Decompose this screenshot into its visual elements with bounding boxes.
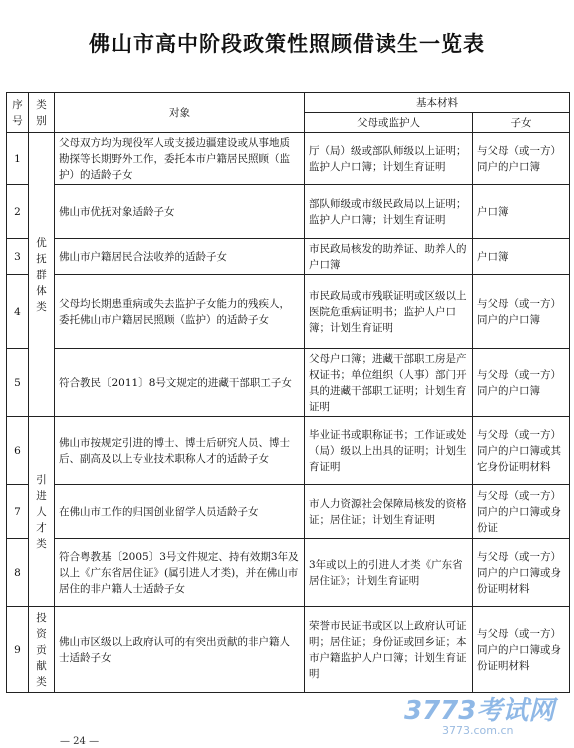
row-parent-materials: 厅（局）级或部队师级以上证明；监护人户口簿；计划生育证明	[305, 133, 473, 185]
row-child-materials: 户口簿	[473, 239, 570, 275]
row-child-materials: 与父母（或一方）同户的户口簿	[473, 275, 570, 349]
category-touzi: 投资贡献类	[29, 607, 55, 693]
table-row	[7, 133, 570, 185]
row-number: 6	[7, 417, 29, 485]
row-number: 5	[7, 349, 29, 417]
table-row	[7, 485, 570, 539]
table-row	[7, 417, 570, 485]
row-child-materials: 与父母（或一方）同户的户口簿	[473, 133, 570, 185]
category-yinjin: 引进人才类	[29, 417, 55, 607]
header-child: 子女	[473, 113, 570, 133]
table-row	[7, 607, 570, 693]
row-parent-materials: 市人力资源社会保障局核发的资格证；居住证；计划生育证明	[305, 485, 473, 539]
table-row	[7, 275, 570, 349]
row-target: 在佛山市工作的归国创业留学人员适龄子女	[55, 485, 305, 539]
row-number: 9	[7, 607, 29, 693]
header-basic-materials: 基本材料	[305, 93, 570, 113]
watermark-url: 3773.com.cn	[442, 724, 514, 737]
row-child-materials: 与父母（或一方）同户的户口簿或身份证明材料	[473, 607, 570, 693]
row-number: 4	[7, 275, 29, 349]
row-target: 父母双方均为现役军人或支援边疆建设或从事地质勘探等长期野外工作，委托本市户籍居民照顾（监护）的适龄子女	[55, 133, 305, 185]
row-target: 佛山市区级以上政府认可的有突出贡献的非户籍人士适龄子女	[55, 607, 305, 693]
row-target: 父母均长期患重病或失去监护子女能力的残疾人，委托佛山市户籍居民照顾（监护）的适龄子女	[55, 275, 305, 349]
table-row	[7, 539, 570, 607]
row-child-materials: 与父母（或一方）同户的户口簿	[473, 349, 570, 417]
row-number: 1	[7, 133, 29, 185]
page-title: 佛山市高中阶段政策性照顾借读生一览表	[89, 31, 485, 56]
table-row	[7, 239, 570, 275]
category-youfu: 优抚群体类	[29, 133, 55, 417]
header-parent: 父母或监护人	[305, 113, 473, 133]
header-row-1	[7, 93, 570, 113]
row-number: 3	[7, 239, 29, 275]
row-parent-materials: 部队师级或市级民政局以上证明；监护人户口簿；计划生育证明	[305, 185, 473, 239]
row-child-materials: 与父母（或一方）同户的户口簿或身份证明材料	[473, 539, 570, 607]
header-seq: 序号	[7, 93, 29, 133]
row-child-materials: 与父母（或一方）同户的户口簿或其它身份证明材料	[473, 417, 570, 485]
watermark-logo	[400, 690, 565, 742]
row-number: 7	[7, 485, 29, 539]
header-target: 对象	[55, 93, 305, 133]
table-row	[7, 185, 570, 239]
row-parent-materials: 荣誉市民证书或区以上政府认可证明；居住证；身份证或回乡证；本市户籍监护人户口簿；计划生育证明	[305, 607, 473, 693]
watermark-brand: 3773考试网	[404, 696, 555, 726]
row-parent-materials: 3年或以上的引进人才类《广东省居住证》；计划生育证明	[305, 539, 473, 607]
row-number: 2	[7, 185, 29, 239]
row-parent-materials: 父母户口簿；进藏干部职工房是产权证书；单位组织（人事）部门开具的进藏干部职工证明；计划生育证明	[305, 349, 473, 417]
row-target: 佛山市户籍居民合法收养的适龄子女	[55, 239, 305, 275]
header-category: 类别	[29, 93, 55, 133]
row-child-materials: 与父母（或一方）同户的户口簿或身份证	[473, 485, 570, 539]
row-target: 符合教民〔2011〕8号文规定的进藏干部职工子女	[55, 349, 305, 417]
page-number: — 24 —	[60, 736, 100, 747]
row-target: 佛山市按规定引进的博士、博士后研究人员、博士后、副高及以上专业技术职称人才的适龄子女	[55, 417, 305, 485]
row-target: 佛山市优抚对象适龄子女	[55, 185, 305, 239]
row-child-materials: 户口簿	[473, 185, 570, 239]
row-target: 符合粤教基〔2005〕3号文件规定、持有效期3年及以上《广东省居住证》(属引进人才类)，并在佛山市居住的非户籍人士适龄子女	[55, 539, 305, 607]
row-parent-materials: 毕业证书或职称证书；工作证或处（局）级以上出具的证明；计划生育证明	[305, 417, 473, 485]
table-row	[7, 349, 570, 417]
row-parent-materials: 市民政局或市残联证明或区级以上医院危重病证明书；监护人户口簿；计划生育证明	[305, 275, 473, 349]
row-number: 8	[7, 539, 29, 607]
policy-table	[6, 92, 570, 693]
row-parent-materials: 市民政局核发的助养证、助养人的户口簿	[305, 239, 473, 275]
